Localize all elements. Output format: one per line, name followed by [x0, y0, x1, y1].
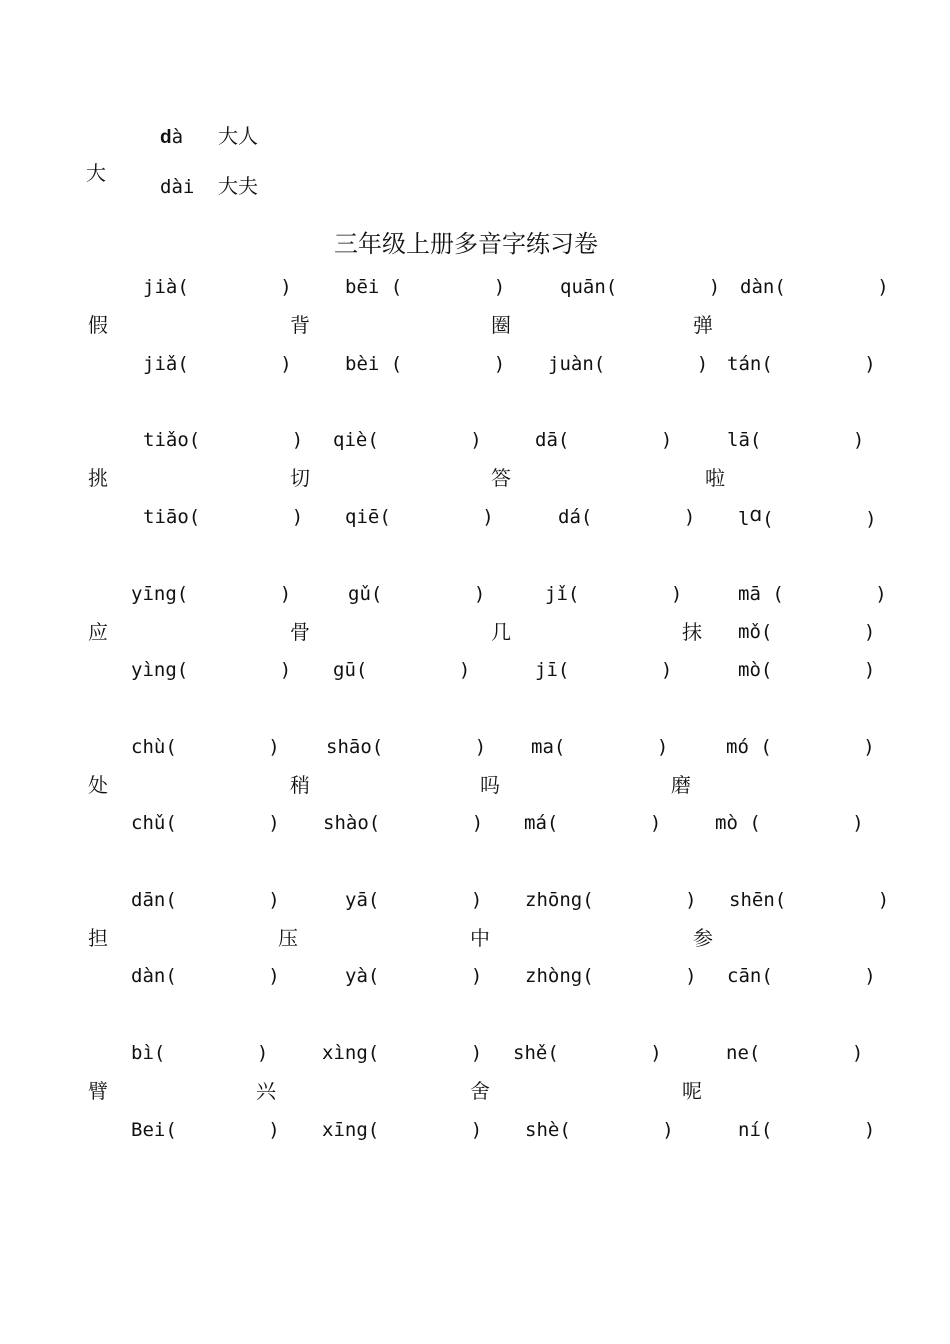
example-pinyin-1-initial: d	[160, 127, 172, 148]
pinyin-blank: cān( )	[727, 965, 876, 987]
pinyin-blank: tiāo( )	[143, 506, 304, 528]
polyphonic-char: 吗	[480, 773, 500, 797]
pinyin-blank: yà( )	[345, 965, 483, 987]
polyphonic-char: 压	[278, 926, 298, 950]
pinyin-blank: xīng( )	[322, 1119, 483, 1141]
example-word-1: 大人	[218, 124, 258, 148]
pinyin-blank: ma( )	[531, 736, 669, 758]
pinyin-blank: shè( )	[525, 1119, 674, 1141]
polyphonic-char: 弹	[693, 313, 713, 337]
pinyin-blank: mò ( )	[715, 812, 864, 834]
pinyin-blank: chǔ( )	[131, 812, 280, 834]
pinyin-blank: shě( )	[513, 1042, 662, 1064]
example-word-2: 大夫	[218, 174, 258, 198]
example-char: 大	[86, 161, 106, 185]
example-pinyin-1	[160, 128, 183, 147]
pinyin-blank: yā( )	[345, 889, 483, 911]
pinyin-blank: ne( )	[726, 1042, 864, 1064]
polyphonic-char: 呢	[682, 1079, 702, 1103]
polyphonic-char: 圈	[491, 313, 511, 337]
polyphonic-char: 处	[88, 773, 108, 797]
polyphonic-char: 参	[693, 926, 713, 950]
pinyin-blank: jià( )	[143, 276, 292, 298]
pinyin-blank: dān( )	[131, 889, 280, 911]
pinyin-blank: mā ( )	[738, 583, 887, 605]
pinyin-blank: dā( )	[535, 429, 673, 451]
pinyin-blank: shào( )	[323, 812, 484, 834]
pinyin-blank: zhòng( )	[525, 965, 697, 987]
pinyin-blank: tiǎo( )	[143, 429, 304, 451]
pinyin-blank: jī( )	[535, 659, 673, 681]
pinyin-blank: lā( )	[727, 429, 865, 451]
pinyin-blank: shāo( )	[326, 736, 487, 758]
pinyin-blank: chù( )	[131, 736, 280, 758]
pinyin-blank: mǒ( )	[738, 621, 876, 643]
polyphonic-char: 稍	[290, 773, 310, 797]
pinyin-blank: juàn( )	[548, 353, 709, 375]
pinyin-blank: zhōng( )	[525, 889, 697, 911]
polyphonic-char: 骨	[290, 620, 310, 644]
pinyin-blank: lɑ( )	[738, 502, 877, 530]
example-pinyin-1-rest: à	[171, 126, 184, 148]
pinyin-blank: gǔ( )	[348, 583, 486, 605]
pinyin-blank: bèi ( )	[345, 353, 506, 375]
polyphonic-char: 舍	[470, 1079, 490, 1103]
pinyin-blank: mó ( )	[726, 736, 875, 758]
pinyin-blank: bēi ( )	[345, 276, 506, 298]
polyphonic-char: 中	[470, 926, 490, 950]
pinyin-blank: jǐ( )	[545, 583, 683, 605]
pinyin-blank: dá( )	[558, 506, 696, 528]
polyphonic-char: 背	[290, 313, 310, 337]
pinyin-blank: mò( )	[738, 659, 876, 681]
pinyin-blank: ní( )	[738, 1119, 876, 1141]
polyphonic-char: 抹	[682, 620, 702, 644]
polyphonic-char: 磨	[671, 773, 691, 797]
pinyin-blank: qiē( )	[345, 506, 494, 528]
polyphonic-char: 切	[290, 466, 310, 490]
polyphonic-char: 应	[88, 620, 108, 644]
pinyin-blank: dàn( )	[131, 965, 280, 987]
polyphonic-char: 答	[491, 466, 511, 490]
pinyin-blank: Bei( )	[131, 1119, 280, 1141]
pinyin-blank: xìng( )	[322, 1042, 483, 1064]
pinyin-blank: tán( )	[727, 353, 876, 375]
polyphonic-char: 啦	[705, 466, 725, 490]
pinyin-blank: quān( )	[560, 276, 721, 298]
polyphonic-char: 几	[491, 620, 511, 644]
polyphonic-char: 挑	[88, 466, 108, 490]
pinyin-blank: jiǎ( )	[143, 353, 292, 375]
pinyin-blank: bì( )	[131, 1042, 269, 1064]
polyphonic-char: 担	[88, 926, 108, 950]
pinyin-blank: yīng( )	[131, 583, 292, 605]
polyphonic-char: 兴	[256, 1079, 276, 1103]
pinyin-blank: dàn( )	[740, 276, 889, 298]
pinyin-blank: gū( )	[333, 659, 471, 681]
polyphonic-char: 臂	[88, 1079, 108, 1103]
pinyin-blank: qiè( )	[333, 429, 482, 451]
polyphonic-char: 假	[88, 313, 108, 337]
pinyin-blank: yìng( )	[131, 659, 292, 681]
example-pinyin-2: dài	[160, 176, 195, 198]
page-title: 三年级上册多音字练习卷	[334, 230, 598, 258]
pinyin-blank: shēn( )	[729, 889, 890, 911]
pinyin-blank: má( )	[524, 812, 662, 834]
